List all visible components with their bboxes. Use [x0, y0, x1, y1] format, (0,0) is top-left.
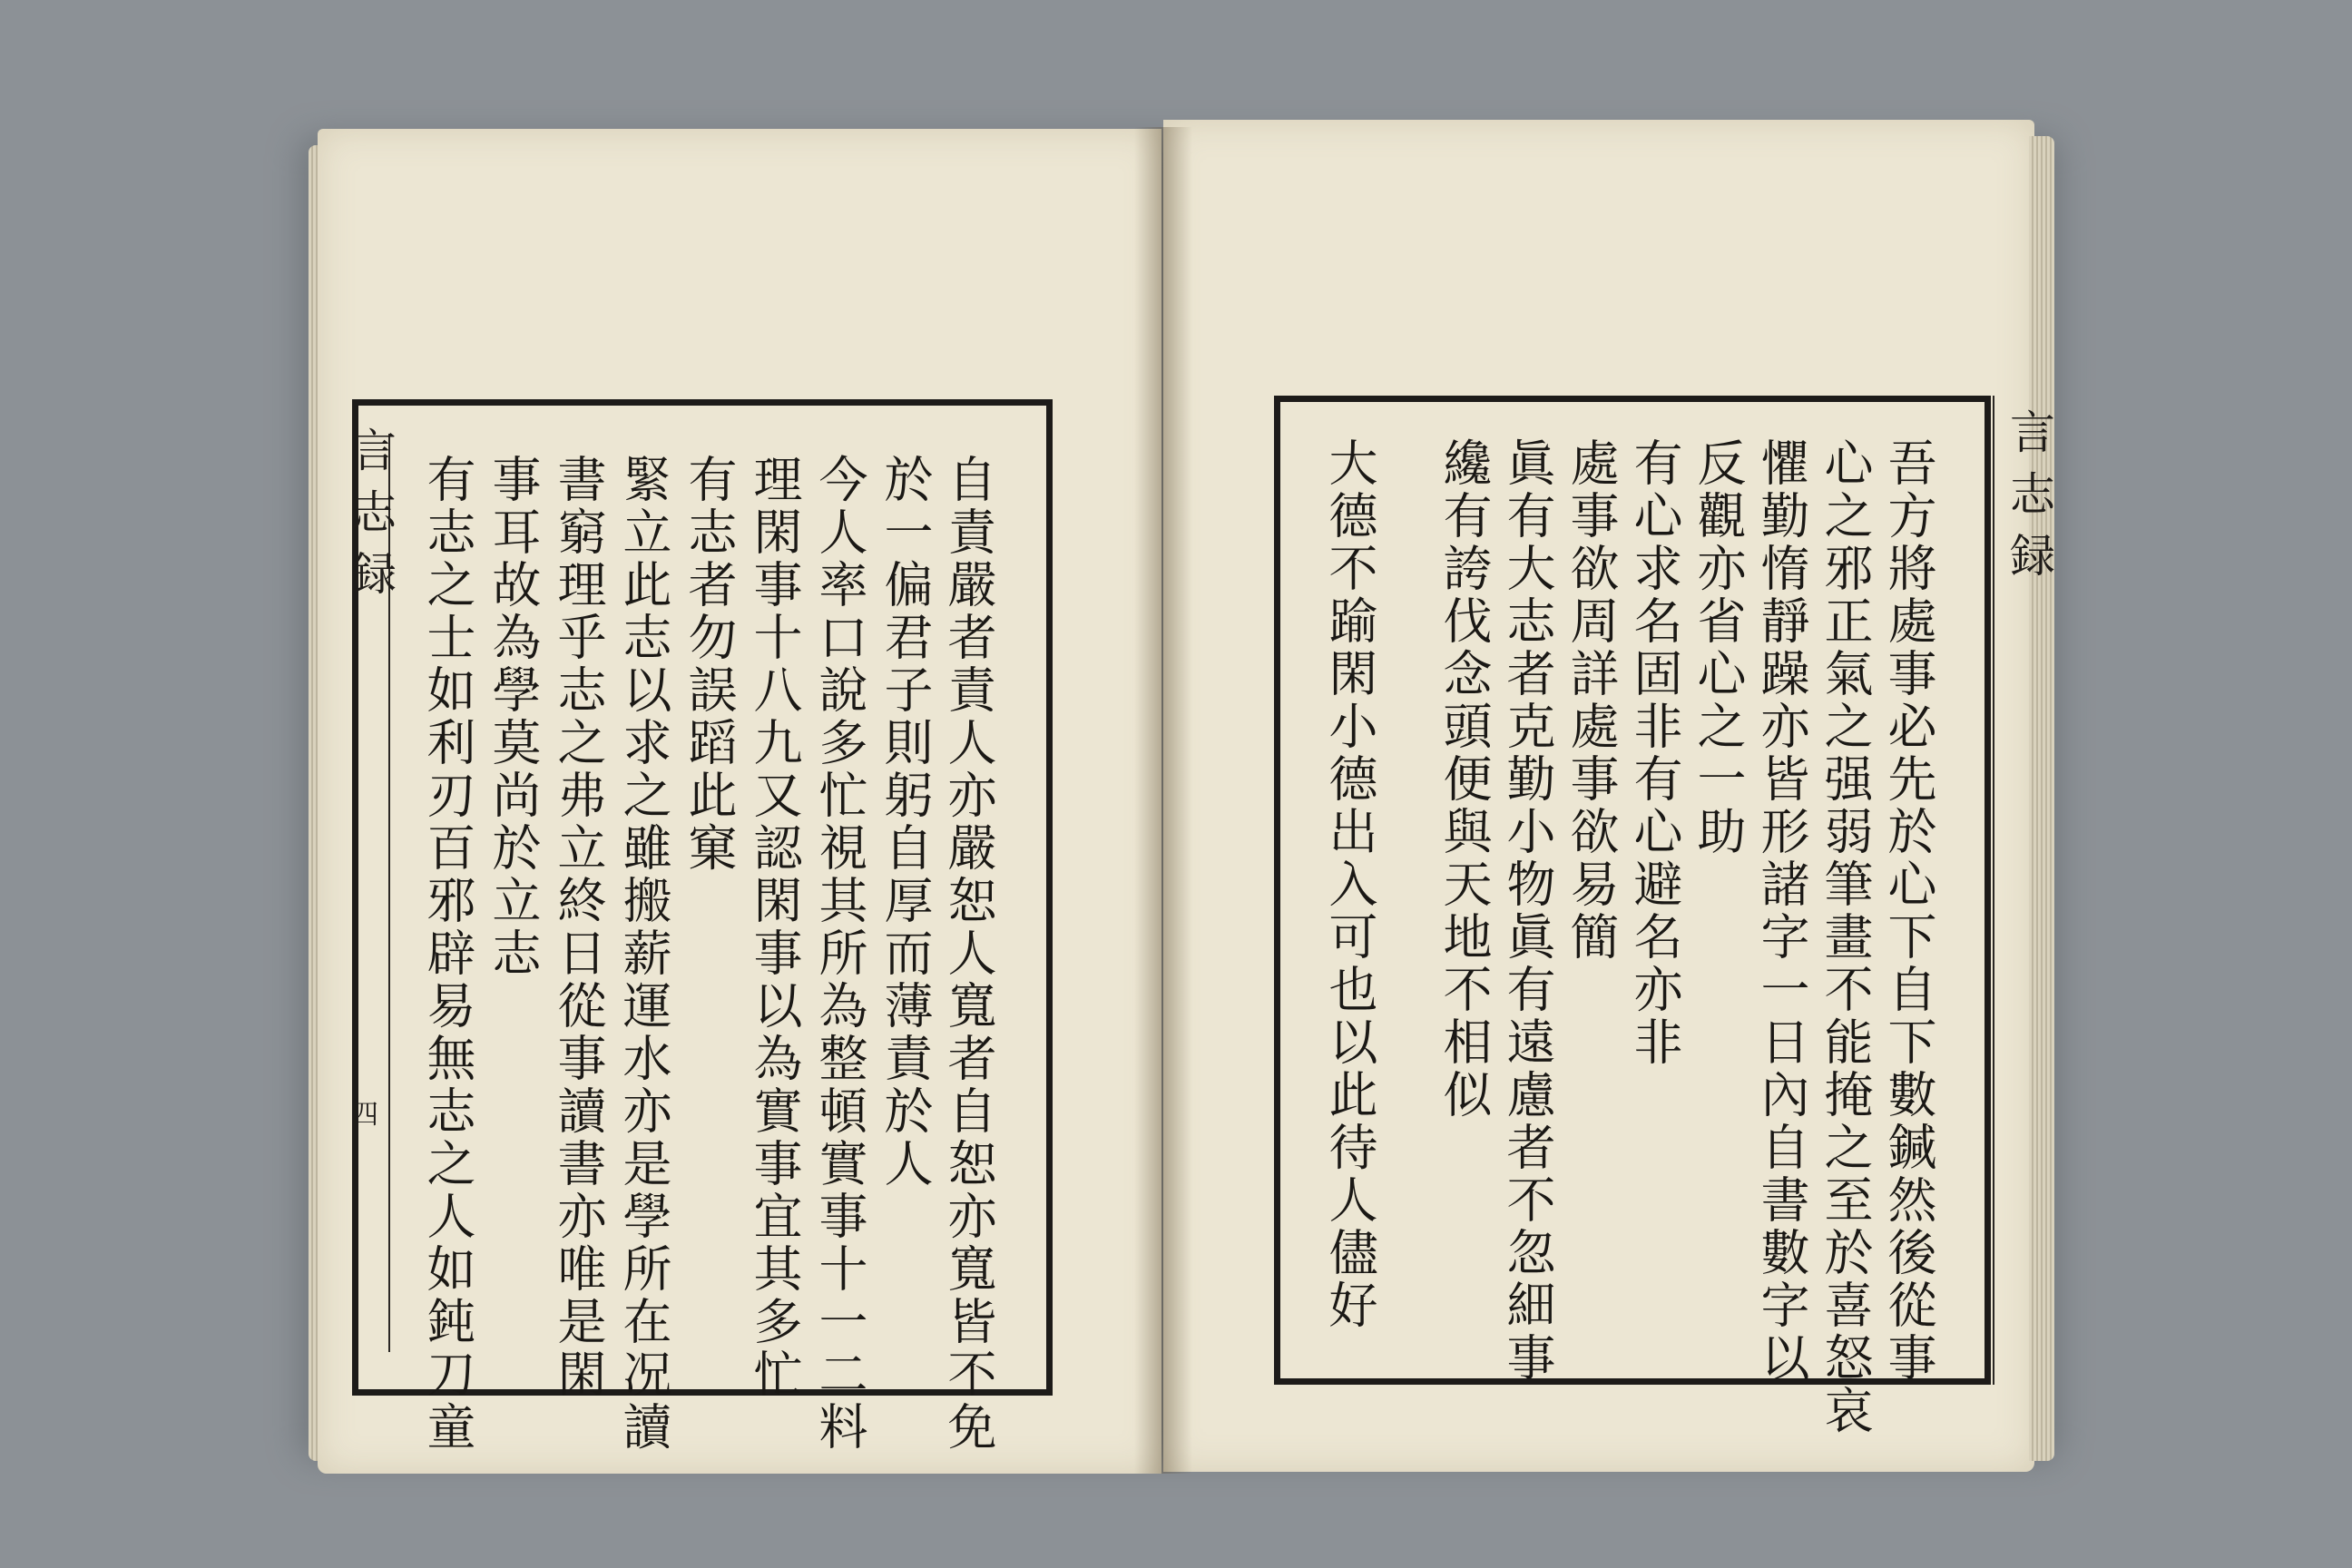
left-column-1: 自責嚴者責人亦嚴恕人寬者自恕亦寬皆不免 — [940, 454, 997, 1454]
left-column-8: 事耳故為學莫尚於立志 — [485, 454, 542, 980]
right-column-7: 眞有大志者克勤小物眞有遠慮者不忽細事 — [1499, 437, 1556, 1385]
right-column-6: 處事欲周詳處事欲易簡 — [1563, 437, 1620, 964]
right-column-2: 心之邪正氣之强弱筆畫不能掩之至於喜怒哀 — [1817, 437, 1874, 1437]
right-column-1: 吾方將處事必先於心下自下數鍼然後從事 — [1880, 437, 1937, 1385]
left-column-4: 理閑事十八九又認閑事以為實事宜其多忙 — [746, 454, 803, 1401]
left-column-3: 今人率口說多忙視其所為整頓實事十一二料 — [811, 454, 868, 1454]
right-margin-rule — [1993, 396, 1994, 1385]
right-column-3: 懼勤惰靜躁亦皆形諸字一日內自書數字以 — [1753, 437, 1810, 1385]
left-column-2: 於一偏君子則躬自厚而薄責於人 — [877, 454, 934, 1191]
left-column-7: 書窮理乎志之弗立終日從事讀書亦唯是閑 — [550, 454, 607, 1401]
right-column-9: 大德不踰閑小德出入可也以此待人儘好 — [1321, 437, 1378, 1332]
left-margin-title: 言志録 — [344, 426, 397, 612]
right-column-8: 纔有誇伐念頭便與天地不相似 — [1436, 437, 1493, 1122]
right-column-5: 有心求名固非有心避名亦非 — [1626, 437, 1683, 1069]
left-column-6: 緊立此志以求之雖搬薪運水亦是學所在况讀 — [615, 454, 672, 1454]
left-column-5: 有志者勿誤蹈此窠 — [681, 454, 738, 875]
left-column-9: 有志之士如利刃百邪辟易無志之人如鈍刀童 — [419, 454, 476, 1454]
book-gutter — [1134, 127, 1192, 1474]
page-edges-right — [2029, 136, 2054, 1461]
right-column-4: 反觀亦省心之一助 — [1690, 437, 1747, 858]
right-margin-title: 言志録 — [2003, 408, 2055, 593]
left-page-number: 四 — [346, 1100, 377, 1127]
